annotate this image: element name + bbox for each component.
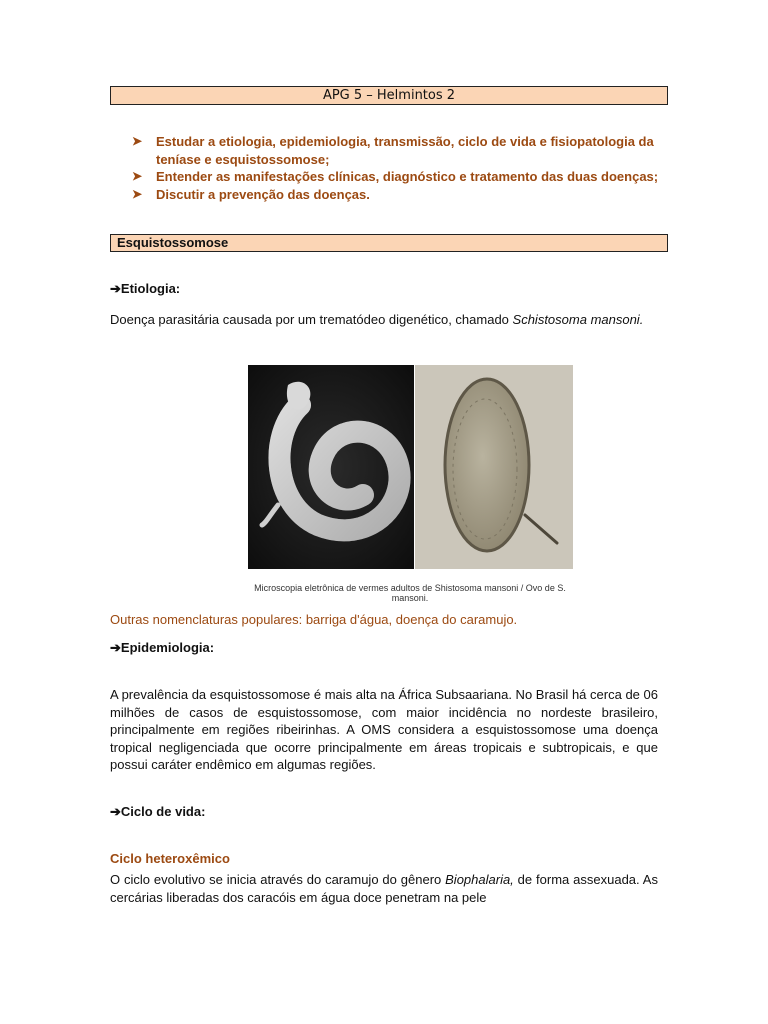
objectives-list	[132, 133, 672, 203]
epidemiologia-heading: ➔Epidemiologia:	[110, 640, 215, 655]
worms-micrograph-image	[248, 365, 414, 569]
document-title: APG 5 – Helmintos 2	[322, 88, 456, 103]
document-title-bar	[110, 86, 668, 105]
section-header	[110, 234, 668, 252]
section-title: Esquistossomose	[117, 235, 229, 250]
objective-item: ➤ Discutir a prevenção das doenças.	[132, 186, 370, 202]
arrowhead-bullet-icon: ➤	[132, 134, 143, 148]
ciclo-text: O ciclo evolutivo se inicia através do caramujo do gênero Biophalaria, de forma assexuada. As cercárias liberadas dos caracóis em água doce penetram na pele	[110, 872, 658, 905]
right-arrow-icon: ➔	[110, 804, 121, 819]
egg-micrograph-image	[415, 365, 573, 569]
objective-item: ➤ Entender as manifestações clínicas, diagnóstico e tratamento das duas doenças;	[132, 169, 659, 184]
popular-names-text: Outras nomenclaturas populares: barriga d'água, doença do caramujo.	[110, 612, 518, 627]
ciclo-heading: ➔Ciclo de vida:	[110, 804, 206, 819]
etiologia-text: Doença parasitária causada por um trematódeo digenético, chamado Schistosoma mansoni.	[110, 312, 644, 327]
genus-name: Biophalaria,	[445, 872, 514, 887]
figure-caption: Microscopia eletrônica de vermes adultos de Shistosoma mansoni / Ovo de S. mansoni.	[254, 583, 566, 603]
arrowhead-bullet-icon: ➤	[132, 186, 143, 201]
right-arrow-icon: ➔	[110, 281, 121, 296]
ciclo-subheading: Ciclo heteroxêmico	[110, 851, 230, 866]
species-name: Schistosoma mansoni	[512, 312, 640, 327]
epidemiologia-text: A prevalência da esquistossomose é mais alta na África Subsaariana. No Brasil há cerca de 06 milhões de casos de esquistossomose, com maior incidência no nordeste brasileiro, principalmente em regiões ribeirinhas. A OMS considera a esquistossomose uma doença tropical negligenciada que ocorre principalmente em áreas tropicais e subtropicais, e que possui caráter endêmico em algumas regiões.	[110, 687, 658, 772]
objective-item: ➤ Estudar a etiologia, epidemiologia, transmissão, ciclo de vida e fisiopatologia da teníase e esquistossomose;	[132, 134, 654, 167]
right-arrow-icon: ➔	[110, 640, 121, 655]
etiologia-heading: ➔Etiologia:	[110, 281, 181, 296]
arrowhead-bullet-icon: ➤	[132, 169, 143, 183]
